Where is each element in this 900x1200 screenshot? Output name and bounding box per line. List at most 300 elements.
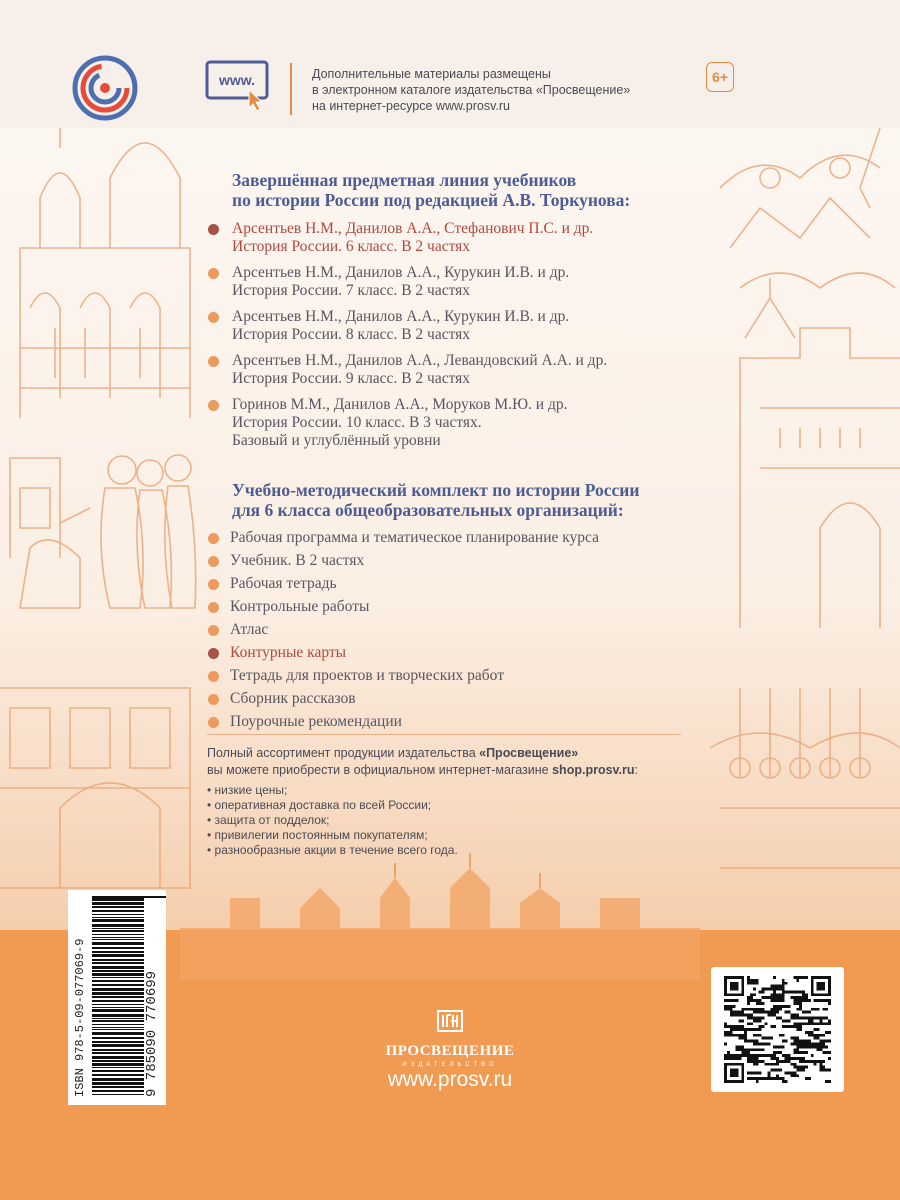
qr-module [773,1054,776,1057]
qr-module [796,1045,799,1048]
qr-module [736,1025,739,1028]
qr-module [796,1043,799,1046]
barcode-bar [92,1090,144,1092]
publisher-name: ПРОСВЕЩЕНИЕ [385,1043,515,1059]
qr-module [814,1063,817,1066]
qr-module [776,1051,779,1054]
qr-module [773,996,776,999]
qr-code[interactable] [711,967,844,1092]
qr-module [793,1016,796,1019]
qr-module [747,1060,750,1063]
qr-module [773,1025,776,1028]
barcode-bar [92,962,144,964]
qr-module [805,996,808,999]
qr-module [750,1022,753,1025]
qr-module [747,1022,750,1025]
qr-module [767,996,770,999]
qr-module [733,1054,736,1057]
qr-module [793,1074,796,1077]
qr-module [753,1016,756,1019]
qr-module [785,1054,788,1057]
publisher-site-link[interactable]: www.prosv.ru [387,1068,513,1091]
barcode-bar [92,1056,144,1059]
qr-module [817,1034,820,1037]
qr-module [727,1031,730,1034]
qr-module [741,1054,744,1057]
qr-module [753,999,756,1002]
qr-module [785,1040,788,1043]
barcode-bar [92,942,144,945]
qr-module [776,993,779,996]
barcode-bar [92,1094,144,1095]
qr-module [791,1063,794,1066]
publisher-subtitle: ИЗДАТЕЛЬСТВО [402,1062,498,1068]
qr-module [825,1069,828,1072]
qr-module [802,1057,805,1060]
qr-module [756,1048,759,1051]
qr-module [819,1040,822,1043]
qr-module [788,990,791,993]
qr-module [782,1005,785,1008]
barcode-bar [92,939,144,940]
qr-module [773,1063,776,1066]
qr-module [750,1071,753,1074]
series-item-title: История России. 6 класс. В 2 частях [232,238,471,255]
qr-module [730,1057,733,1060]
qr-finder [817,982,826,991]
qr-module [811,1016,814,1019]
qr-module [822,1045,825,1048]
qr-module [782,993,785,996]
series-item [200,264,720,300]
barcode-bar [92,988,144,991]
qr-module [796,1014,799,1017]
qr-module [767,1054,770,1057]
qr-module [805,1016,808,1019]
qr-module [819,1048,822,1051]
qr-module [741,1048,744,1051]
barcode-bar [92,917,144,918]
qr-module [785,1005,788,1008]
qr-module [759,1011,762,1014]
extra-materials-line: на интернет-ресурсе www.prosv.ru [312,99,511,113]
qr-module [796,1040,799,1043]
qr-module [825,1022,828,1025]
prosv-logo-icon [72,55,138,121]
barcode-bar [92,1007,144,1008]
qr-module [805,1066,808,1069]
qr-module [764,1077,767,1080]
qr-module [759,1048,762,1051]
qr-module [779,999,782,1002]
series-item-title: История России. 8 класс. В 2 частях [232,326,471,343]
qr-module [799,1066,802,1069]
kit-item: Контурные карты [200,643,720,666]
barcode-bar [92,1004,144,1005]
qr-module [819,1066,822,1069]
qr-module [779,1045,782,1048]
qr-module [762,1002,765,1005]
qr-module [793,976,796,979]
qr-module [764,1054,767,1057]
series-heading-line: по истории России под редакцией А.В. Торкунова: [232,190,631,210]
qr-module [753,1048,756,1051]
qr-module [779,996,782,999]
shop-site-link[interactable]: shop.prosv.ru [552,763,635,777]
barcode-bar [92,1067,144,1068]
qr-module [762,1037,765,1040]
kit-item: Учебник. В 2 частях [200,551,720,574]
qr-module [756,979,759,982]
qr-module [802,976,805,979]
qr-module [796,1002,799,1005]
qr-module [805,999,808,1002]
qr-module [759,1025,762,1028]
qr-module [814,999,817,1002]
qr-module [825,1051,828,1054]
qr-module [802,1069,805,1072]
qr-module [782,1045,785,1048]
barcode-bar [92,914,144,915]
qr-module [773,1057,776,1060]
qr-module [753,982,756,985]
qr-module [808,1043,811,1046]
qr-module [773,1014,776,1017]
qr-module [736,1011,739,1014]
qr-module [770,1077,773,1080]
qr-module [782,1019,785,1022]
qr-module [802,1022,805,1025]
qr-module [793,1025,796,1028]
qr-module [730,1034,733,1037]
qr-module [773,1005,776,1008]
qr-module [727,1005,730,1008]
qr-module [776,996,779,999]
qr-module [796,1069,799,1072]
qr-module [802,990,805,993]
qr-module [736,1028,739,1031]
qr-module [762,1016,765,1019]
qr-module [791,1016,794,1019]
qr-module [791,1025,794,1028]
qr-module [825,1031,828,1034]
shop-benefits-list [207,783,707,858]
qr-module [753,1008,756,1011]
qr-module [736,1045,739,1048]
barcode-bar [92,1078,144,1081]
barcode-bar [92,1037,144,1039]
qr-module [805,1022,808,1025]
qr-module [796,1008,799,1011]
qr-module [796,1051,799,1054]
kit-item: Поурочные рекомендации [200,712,720,735]
qr-module [741,1008,744,1011]
qr-module [808,1034,811,1037]
barcode-bar [92,1009,144,1012]
qr-module [750,1077,753,1080]
qr-module [741,1037,744,1040]
qr-module [776,1045,779,1048]
kit-item: Рабочая тетрадь [200,574,720,597]
qr-module [782,1025,785,1028]
series-item-title: История России. 10 класс. В 3 частях. [232,414,482,431]
qr-module [802,999,805,1002]
qr-module [782,982,785,985]
shop-line-suffix: : [634,763,639,777]
qr-module [773,1077,776,1080]
qr-module [802,996,805,999]
qr-module [808,1031,811,1034]
qr-module [767,1063,770,1066]
qr-module [776,1011,779,1014]
qr-module [808,1019,811,1022]
qr-module [825,1080,828,1083]
barcode-bar [92,947,144,949]
qr-module [727,1025,730,1028]
qr-module [808,1077,811,1080]
qr-module [724,1025,727,1028]
qr-module [785,1011,788,1014]
qr-module [802,1051,805,1054]
qr-module [733,1034,736,1037]
qr-module [762,1054,765,1057]
qr-module [741,1051,744,1054]
qr-module [747,982,750,985]
qr-module [799,1040,802,1043]
barcode-bar [92,924,144,927]
barcode-bar [92,1032,144,1035]
qr-module [822,1022,825,1025]
series-item [200,396,720,450]
qr-module [776,1069,779,1072]
qr-module [822,1051,825,1054]
series-item [200,352,720,388]
barcode-bar [92,1086,144,1088]
qr-module [762,1025,765,1028]
qr-module [779,1051,782,1054]
qr-module [773,1051,776,1054]
qr-module [779,985,782,988]
qr-module [822,1008,825,1011]
barcode-bar [92,1014,144,1017]
qr-module [767,1011,770,1014]
qr-module [773,988,776,991]
qr-module [724,1022,727,1025]
qr-module [753,1057,756,1060]
qr-module [779,993,782,996]
qr-module [793,1051,796,1054]
qr-module [796,996,799,999]
qr-module [796,1057,799,1060]
benefit-item: • привилегии постоянным покупателям; [207,828,707,843]
qr-module [767,1074,770,1077]
qr-module [750,999,753,1002]
qr-module [788,1025,791,1028]
qr-module [791,1037,794,1040]
qr-module [799,1060,802,1063]
shop-line-text: Полный ассортимент продукции издательства [207,746,480,760]
qr-module [785,1071,788,1074]
barcode-bar [92,1020,144,1022]
qr-module [756,1008,759,1011]
qr-module [793,1063,796,1066]
qr-module [753,1040,756,1043]
qr-module [764,1063,767,1066]
qr-module [756,1071,759,1074]
qr-module [785,990,788,993]
barcode-bar [92,1063,144,1066]
qr-module [770,1037,773,1040]
series-heading [232,170,720,210]
kit-item: Контрольные работы [200,597,720,620]
qr-module [822,1034,825,1037]
qr-module [788,1060,791,1063]
qr-module [782,990,785,993]
barcode-bar [92,1060,144,1062]
qr-module [825,999,828,1002]
qr-module [750,996,753,999]
qr-module [808,1011,811,1014]
qr-module [822,1016,825,1019]
qr-module [741,1014,744,1017]
qr-module [744,1040,747,1043]
shop-info [207,745,707,858]
qr-module [724,1031,727,1034]
qr-module [733,1005,736,1008]
qr-module [759,1034,762,1037]
qr-module [805,1045,808,1048]
qr-module [747,1071,750,1074]
qr-module [744,1048,747,1051]
qr-module [762,1043,765,1046]
qr-module [788,1011,791,1014]
qr-module [799,1008,802,1011]
qr-module [738,1048,741,1051]
qr-module [782,988,785,991]
qr-module [770,1057,773,1060]
qr-module [791,1014,794,1017]
barcode-bar [92,902,144,905]
qr-module [753,1028,756,1031]
qr-module [764,996,767,999]
barcode-bar [92,1024,144,1025]
qr-module [791,1074,794,1077]
content-panel [200,170,720,735]
qr-module [759,1002,762,1005]
qr-module [727,1008,730,1011]
qr-module [782,1077,785,1080]
qr-module [727,1051,730,1054]
qr-module [796,1025,799,1028]
qr-module [767,988,770,991]
www-label: www. [218,72,256,88]
qr-module [747,1040,750,1043]
qr-module [733,1011,736,1014]
qr-module [770,1008,773,1011]
qr-module [750,1028,753,1031]
qr-module [770,1054,773,1057]
qr-module [741,1034,744,1037]
benefit-item: • защита от подделок; [207,813,707,828]
qr-module [796,1066,799,1069]
qr-module [808,1060,811,1063]
qr-module [738,1034,741,1037]
qr-module [814,1034,817,1037]
qr-module [762,996,765,999]
barcode-bar [92,1018,144,1019]
qr-module [750,1057,753,1060]
qr-module [747,1014,750,1017]
qr-module [828,1069,831,1072]
header-divider [290,63,292,115]
qr-module [785,1057,788,1060]
qr-module [730,1028,733,1031]
qr-module [819,1069,822,1072]
qr-module [793,1043,796,1046]
qr-module [814,1016,817,1019]
barcode-bar [92,959,144,961]
qr-module [819,1034,822,1037]
qr-module [828,1040,831,1043]
barcode-bar [92,934,144,935]
series-item-extra: Базовый и углублённый уровни [232,432,441,449]
qr-module [819,1016,822,1019]
qr-module [796,1048,799,1051]
qr-module [793,1040,796,1043]
qr-module [817,1008,820,1011]
qr-module [753,1011,756,1014]
qr-module [767,1071,770,1074]
qr-module [788,1057,791,1060]
qr-module [828,1057,831,1060]
qr-module [730,1031,733,1034]
qr-module [741,1019,744,1022]
qr-module [791,1043,794,1046]
qr-module [753,1043,756,1046]
qr-module [759,1043,762,1046]
qr-module [782,999,785,1002]
qr-module [753,979,756,982]
qr-module [811,1019,814,1022]
qr-module [753,1077,756,1080]
qr-module [747,1028,750,1031]
qr-module [747,1051,750,1054]
qr-module [733,1025,736,1028]
qr-module [738,1019,741,1022]
qr-module [770,1014,773,1017]
qr-module [776,1060,779,1063]
qr-module [759,1019,762,1022]
qr-module [817,1037,820,1040]
qr-module [793,999,796,1002]
qr-module [741,1045,744,1048]
qr-module [756,1002,759,1005]
qr-module [747,996,750,999]
qr-module [756,1080,759,1083]
publisher-logo [360,1008,540,1068]
qr-module [802,993,805,996]
qr-module [750,1014,753,1017]
barcode-bar [92,951,144,953]
qr-module [773,999,776,1002]
qr-module [747,1054,750,1057]
qr-module [819,1022,822,1025]
barcode-bar [92,970,144,972]
qr-module [788,1071,791,1074]
qr-module [799,1025,802,1028]
barcode-bar [92,910,144,912]
qr-module [793,1048,796,1051]
